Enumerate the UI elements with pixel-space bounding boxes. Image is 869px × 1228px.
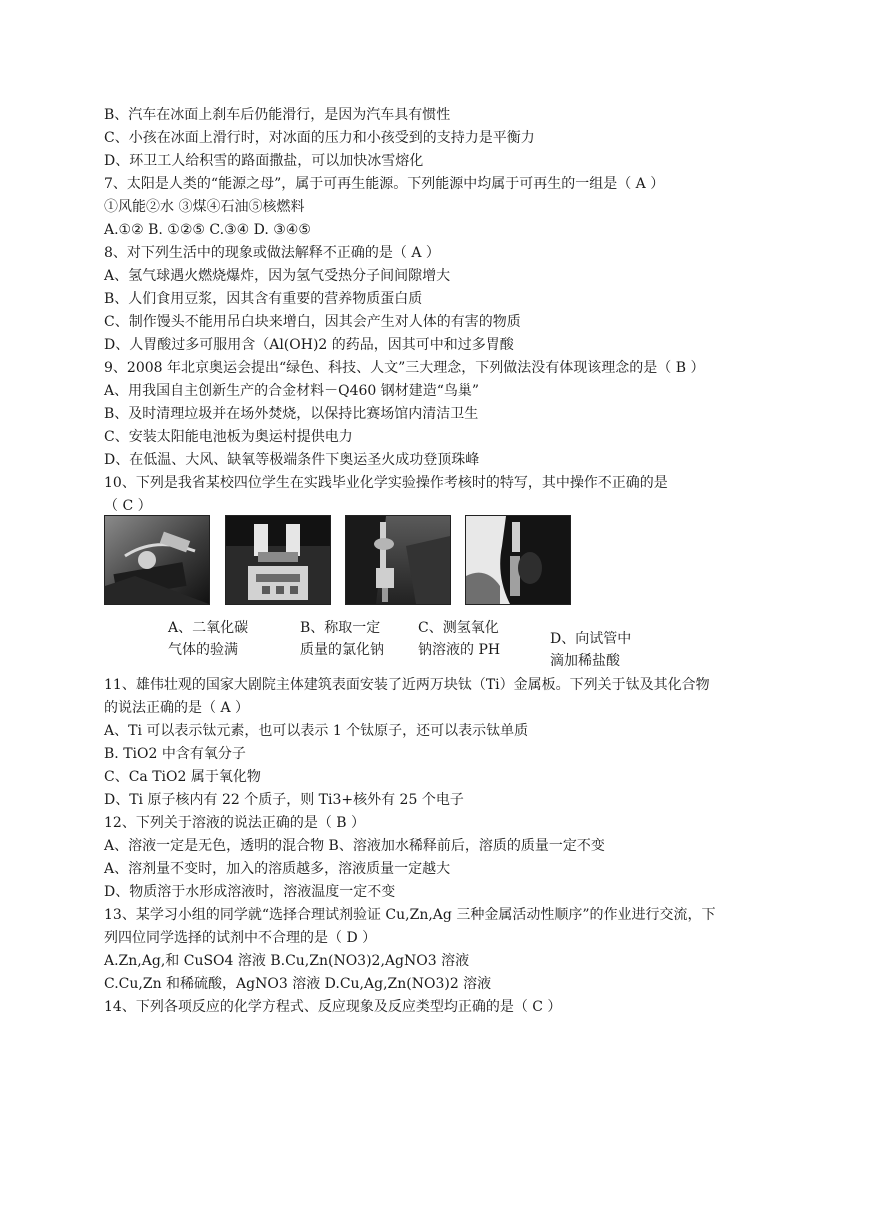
caption-b-line2: 质量的氯化钠	[300, 642, 384, 658]
question-12: 12、下列关于溶液的说法正确的是（ B ）	[104, 815, 366, 831]
option-line: A、溶液一定是无色，透明的混合物 B、溶液加水稀释前后，溶质的质量一定不变	[104, 838, 605, 854]
caption-c-line1: C、测氢氧化	[418, 620, 499, 636]
option-line: A、溶剂量不变时，加入的溶质越多，溶液质量一定越大	[104, 861, 451, 877]
question-9: 9、2008 年北京奥运会提出“绿色、科技、人文”三大理念，下列做法没有体现该理念的是（ B ）	[104, 360, 705, 376]
caption-c-line2: 钠溶液的 PH	[418, 642, 501, 658]
option-line: A、氢气球遇火燃烧爆炸，因为氢气受热分子间间隙增大	[104, 268, 451, 284]
option-line: B. TiO2 中含有氧分子	[104, 746, 246, 762]
question-13: 13、某学习小组的同学就“选择合理试剂验证 Cu,Zn,Ag 三种金属活动性顺序”的作业进行交流，下	[104, 907, 716, 923]
experiment-photos	[104, 515, 574, 605]
caption-a-line1: A、二氧化碳	[168, 620, 249, 636]
option-line: D、在低温、大风、缺氧等极端条件下奥运圣火成功登顶珠峰	[104, 452, 480, 468]
question-7: 7、太阳是人类的“能源之母”，属于可再生能源。下列能源中均属于可再生的一组是（ A ）	[104, 176, 665, 192]
question-10: 10、下列是我省某校四位学生在实践毕业化学实验操作考核时的特写，其中操作不正确的是	[104, 475, 668, 491]
option-line: C、Ca TiO2 属于氧化物	[104, 769, 261, 785]
answer-choices: A.①② B. ①②⑤ C.③④ D. ③④⑤	[104, 222, 311, 238]
question-14: 14、下列各项反应的化学方程式、反应现象及反应类型均正确的是（ C ）	[104, 999, 562, 1015]
option-line: B、人们食用豆浆，因其含有重要的营养物质蛋白质	[104, 291, 423, 307]
photo-d-dropping	[465, 515, 571, 605]
caption-b-line1: B、称取一定	[300, 620, 381, 636]
option-line: D、环卫工人给积雪的路面撒盐，可以加快冰雪熔化	[104, 153, 424, 169]
option-line: B、汽车在冰面上刹车后仍能滑行，是因为汽车具有惯性	[104, 107, 451, 123]
option-line: C、小孩在冰面上滑行时，对冰面的压力和小孩受到的支持力是平衡力	[104, 130, 535, 146]
photo-b-weighing	[225, 515, 331, 605]
question-10-answer: （ C ）	[104, 498, 152, 514]
photo-c-ph-test	[345, 515, 451, 605]
option-line: D、Ti 原子核内有 22 个质子，则 Ti3+核外有 25 个电子	[104, 792, 464, 808]
option-line: D、物质溶于水形成溶液时，溶液温度一定不变	[104, 884, 396, 900]
caption-d-line2: 滴加稀盐酸	[550, 653, 620, 669]
question-8: 8、对下列生活中的现象或做法解释不正确的是（ A ）	[104, 245, 440, 261]
option-line: A.Zn,Ag,和 CuSO4 溶液 B.Cu,Zn(NO3)2,AgNO3 溶液	[104, 953, 470, 969]
question-11-cont: 的说法正确的是（ A ）	[104, 700, 250, 716]
photo-a-co2-test	[104, 515, 210, 605]
option-line: C、安装太阳能电池板为奥运村提供电力	[104, 429, 353, 445]
caption-d-line1: D、向试管中	[550, 631, 632, 647]
option-line: A、用我国自主创新生产的合金材料－Q460 钢材建造“鸟巢”	[104, 383, 480, 399]
option-line: C.Cu,Zn 和稀硫酸，AgNO3 溶液 D.Cu,Ag,Zn(NO3)2 溶液	[104, 976, 492, 992]
energy-list: ①风能②水 ③煤④石油⑤核燃料	[104, 199, 305, 215]
question-11: 11、雄伟壮观的国家大剧院主体建筑表面安装了近两万块钛（Ti）金属板。下列关于钛及其化合物	[104, 677, 710, 693]
question-13-cont: 列四位同学选择的试剂中不合理的是（ D ）	[104, 930, 377, 946]
caption-a-line2: 气体的验满	[168, 642, 238, 658]
option-line: C、制作馒头不能用吊白块来增白，因其会产生对人体的有害的物质	[104, 314, 521, 330]
option-line: A、Ti 可以表示钛元素，也可以表示 1 个钛原子，还可以表示钛单质	[104, 723, 529, 739]
option-line: D、人胃酸过多可服用含（Al(OH)2 的药品，因其可中和过多胃酸	[104, 337, 514, 353]
option-line: B、及时清理垃圾并在场外焚烧，以保持比赛场馆内清洁卫生	[104, 406, 479, 422]
